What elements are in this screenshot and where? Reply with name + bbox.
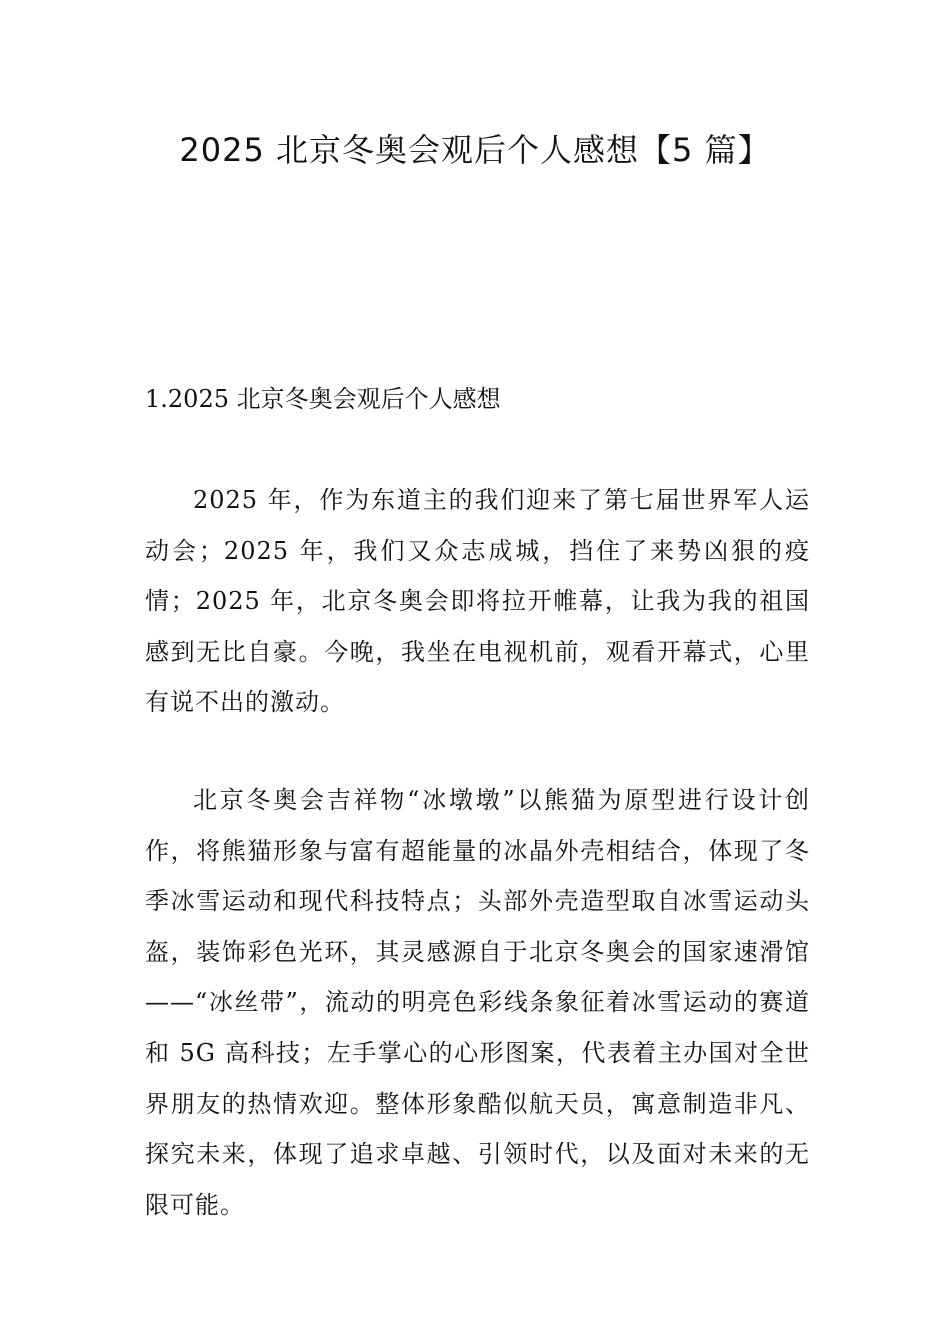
paragraph-2: 北京冬奥会吉祥物“冰墩墩”以熊猫为原型进行设计创作，将熊猫形象与富有超能量的冰晶外壳相结合，体现了冬季冰雪运动和现代科技特点；头部外壳造型取自冰雪运动头盔，装饰彩色光环，其灵感源自于北京冬奥会的国家速滑馆——“冰丝带”，流动的明亮色彩线条象征着冰雪运动的赛道和 5G 高科技；左手掌心的心形图案，代表着主办国对全世界朋友的热情欢迎。整体形象酷似航天员，寓意制造非凡、探究未来，体现了追求卓越、引领时代，以及面对未来的无限可能。: [145, 786, 810, 1219]
paragraph-1: 2025 年，作为东道主的我们迎来了第七届世界军人运动会；2025 年，我们又众志成城，挡住了来势凶狠的疫情；2025 年，北京冬奥会即将拉开帷幕，让我为我的祖国感到无比自豪。今晚，我坐在电视机前，观看开幕式，心里有说不出的激动。: [145, 486, 810, 717]
section-heading: 1.2025 北京冬奥会观后个人感想: [145, 385, 501, 413]
document-title: 2025 北京冬奥会观后个人感想【5 篇】: [179, 131, 771, 169]
